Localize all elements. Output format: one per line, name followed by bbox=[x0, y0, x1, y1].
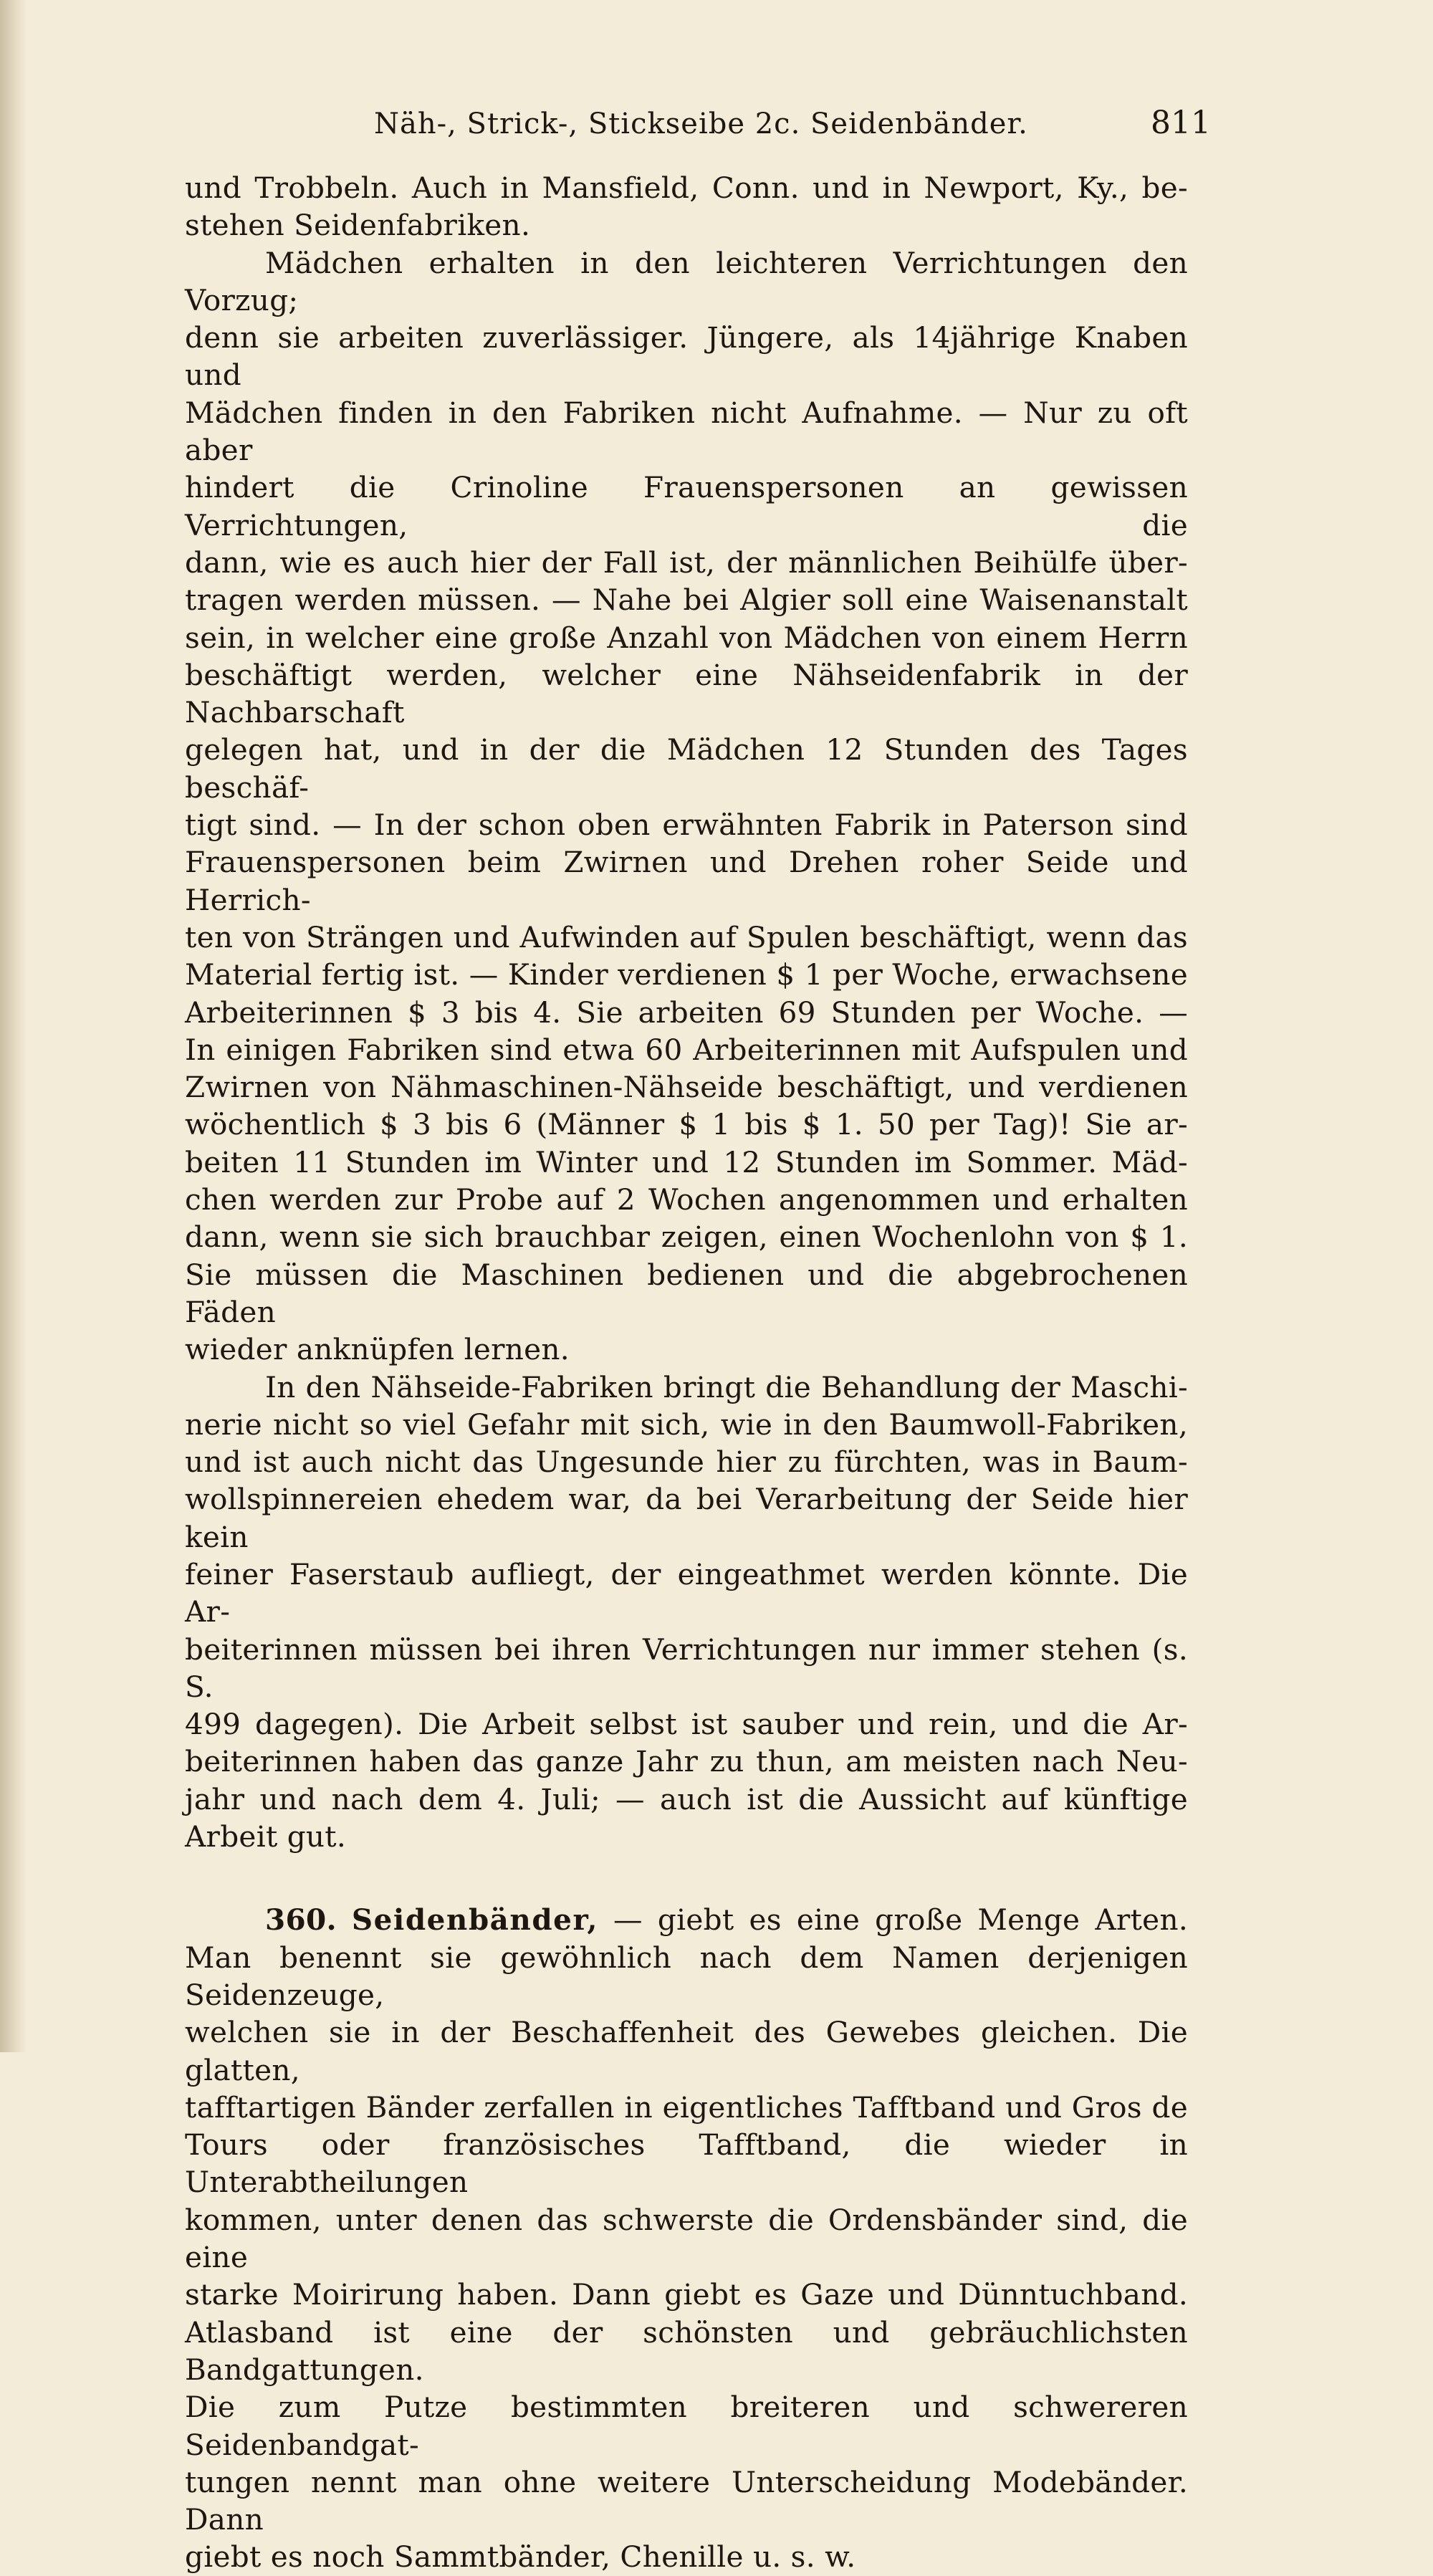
text-line: wieder anknüpfen lernen. bbox=[185, 1332, 570, 1367]
page-number: 811 bbox=[1151, 105, 1211, 141]
text-line: Tours oder französisches Tafftband, die wieder in Unterabtheilungen bbox=[185, 2127, 1188, 2200]
text-line: starke Moirirung haben. Dann giebt es Gaze und Dünntuchband. bbox=[185, 2277, 1188, 2312]
text-line: Frauenspersonen beim Zwirnen und Drehen roher Seide und Herrich- bbox=[185, 845, 1188, 917]
paragraph-2 bbox=[185, 244, 1188, 1369]
text-line: dann, wie es auch hier der Fall ist, der männlichen Beihülfe über- bbox=[185, 545, 1188, 580]
section-first-line-rest: — giebt es eine große Menge Arten. bbox=[613, 1902, 1188, 1938]
text-line: Man benennt sie gewöhnlich nach dem Namen derjenigen Seidenzeuge, bbox=[185, 1940, 1188, 2012]
text-line: In den Nähseide-Fabriken bringt die Behandlung der Maschi- bbox=[265, 1369, 1188, 1404]
text-line: jahr und nach dem 4. Juli; — auch ist die Aussicht auf künftige bbox=[185, 1781, 1188, 1816]
text-line: tungen nennt man ohne weitere Unterscheidung Modebänder. Dann bbox=[185, 2464, 1188, 2537]
text-line: tragen werden müssen. — Nahe bei Algier soll eine Waisenanstalt bbox=[185, 583, 1188, 618]
section-first-line bbox=[185, 1901, 1188, 1938]
text-line: wollspinnereien ehedem war, da bei Verarbeitung der Seide hier kein bbox=[185, 1482, 1188, 1554]
text-line: chen werden zur Probe auf 2 Wochen angenommen und erhalten bbox=[185, 1182, 1188, 1217]
text-line: Mädchen erhalten in den leichteren Verrichtungen den Vorzug; bbox=[185, 245, 1188, 317]
section-title: Seidenbänder, bbox=[351, 1902, 598, 1938]
text-line: 499 dagegen). Die Arbeit selbst ist sauber und rein, und die Ar- bbox=[185, 1707, 1188, 1742]
text-line: denn sie arbeiten zuverlässiger. Jüngere, als 14jährige Knaben und bbox=[185, 320, 1188, 393]
page-edge-shadow bbox=[0, 0, 27, 2052]
text-line: und ist auch nicht das Ungesunde hier zu fürchten, was in Baum- bbox=[185, 1445, 1188, 1480]
text-line: beiterinnen müssen bei ihren Verrichtungen nur immer stehen (s. S. bbox=[185, 1632, 1188, 1704]
text-line: ten von Strängen und Aufwinden auf Spulen beschäftigt, wenn das bbox=[185, 919, 1188, 954]
body-text bbox=[185, 169, 1188, 2576]
text-line: beiterinnen haben das ganze Jahr zu thun, am meisten nach Neu- bbox=[185, 1744, 1188, 1779]
text-line: gelegen hat, und in der die Mädchen 12 Stunden des Tages beschäf- bbox=[185, 732, 1188, 805]
text-line: und Trobbeln. Auch in Mansfield, Conn. und in Newport, Ky., be- bbox=[185, 171, 1188, 205]
text-line: beiten 11 Stunden im Winter und 12 Stunden im Sommer. Mäd- bbox=[185, 1144, 1188, 1179]
text-line: Mädchen finden in den Fabriken nicht Aufnahme. — Nur zu oft aber bbox=[185, 395, 1188, 468]
text-line: hindert die Crinoline Frauenspersonen an gewissen Verrichtungen, die bbox=[185, 470, 1188, 542]
text-line: Arbeit gut. bbox=[185, 1819, 347, 1854]
paragraph-3 bbox=[185, 1369, 1188, 1856]
text-line: dann, wenn sie sich brauchbar zeigen, einen Wochenlohn von $ 1. bbox=[185, 1220, 1188, 1255]
running-title: Näh-, Strick-, Stickseibe 2c. Seidenbänder. bbox=[374, 107, 1028, 140]
text-line: tafftartigen Bänder zerfallen in eigentliches Tafftband und Gros de bbox=[185, 2089, 1188, 2125]
running-head bbox=[185, 100, 1211, 150]
text-line: Material fertig ist. — Kinder verdienen $ 1 per Woche, erwachsene bbox=[185, 957, 1188, 992]
text-line: Die zum Putze bestimmten breiteren und schwereren Seidenbandgat- bbox=[185, 2390, 1188, 2462]
text-line: wöchentlich $ 3 bis 6 (Männer $ 1 bis $ 1. 50 per Tag)! Sie ar- bbox=[185, 1107, 1188, 1142]
text-line: Zwirnen von Nähmaschinen-Nähseide beschäftigt, und verdienen bbox=[185, 1070, 1188, 1105]
text-line: tigt sind. — In der schon oben erwähnten Fabrik in Paterson sind bbox=[185, 808, 1188, 843]
text-line: nerie nicht so viel Gefahr mit sich, wie in den Baumwoll-Fabriken, bbox=[185, 1407, 1188, 1442]
text-line: sein, in welcher eine große Anzahl von Mädchen von einem Herrn bbox=[185, 620, 1188, 655]
paragraph-1 bbox=[185, 169, 1188, 244]
text-line: stehen Seidenfabriken. bbox=[185, 208, 531, 243]
book-page bbox=[185, 100, 1211, 2576]
text-line: In einigen Fabriken sind etwa 60 Arbeiterinnen mit Aufspulen und bbox=[185, 1032, 1188, 1067]
section-360 bbox=[185, 1901, 1188, 2575]
text-line: feiner Faserstaub aufliegt, der eingeathmet werden könnte. Die Ar- bbox=[185, 1556, 1188, 1629]
text-line: Atlasband ist eine der schönsten und gebräuchlichsten Bandgattungen. bbox=[185, 2314, 1188, 2387]
text-line: Sie müssen die Maschinen bedienen und die abgebrochenen Fäden bbox=[185, 1257, 1188, 1329]
text-line: kommen, unter denen das schwerste die Ordensbänder sind, die eine bbox=[185, 2202, 1188, 2275]
text-line: giebt es noch Sammtbänder, Chenille u. s. w. bbox=[185, 2539, 856, 2575]
text-line: Arbeiterinnen $ 3 bis 4. Sie arbeiten 69 Stunden per Woche. — bbox=[185, 995, 1188, 1030]
text-line: welchen sie in der Beschaffenheit des Gewebes gleichen. Die glatten, bbox=[185, 2015, 1188, 2087]
text-line: beschäftigt werden, welcher eine Nähseidenfabrik in der Nachbarschaft bbox=[185, 657, 1188, 730]
section-number: 360. bbox=[265, 1902, 337, 1938]
